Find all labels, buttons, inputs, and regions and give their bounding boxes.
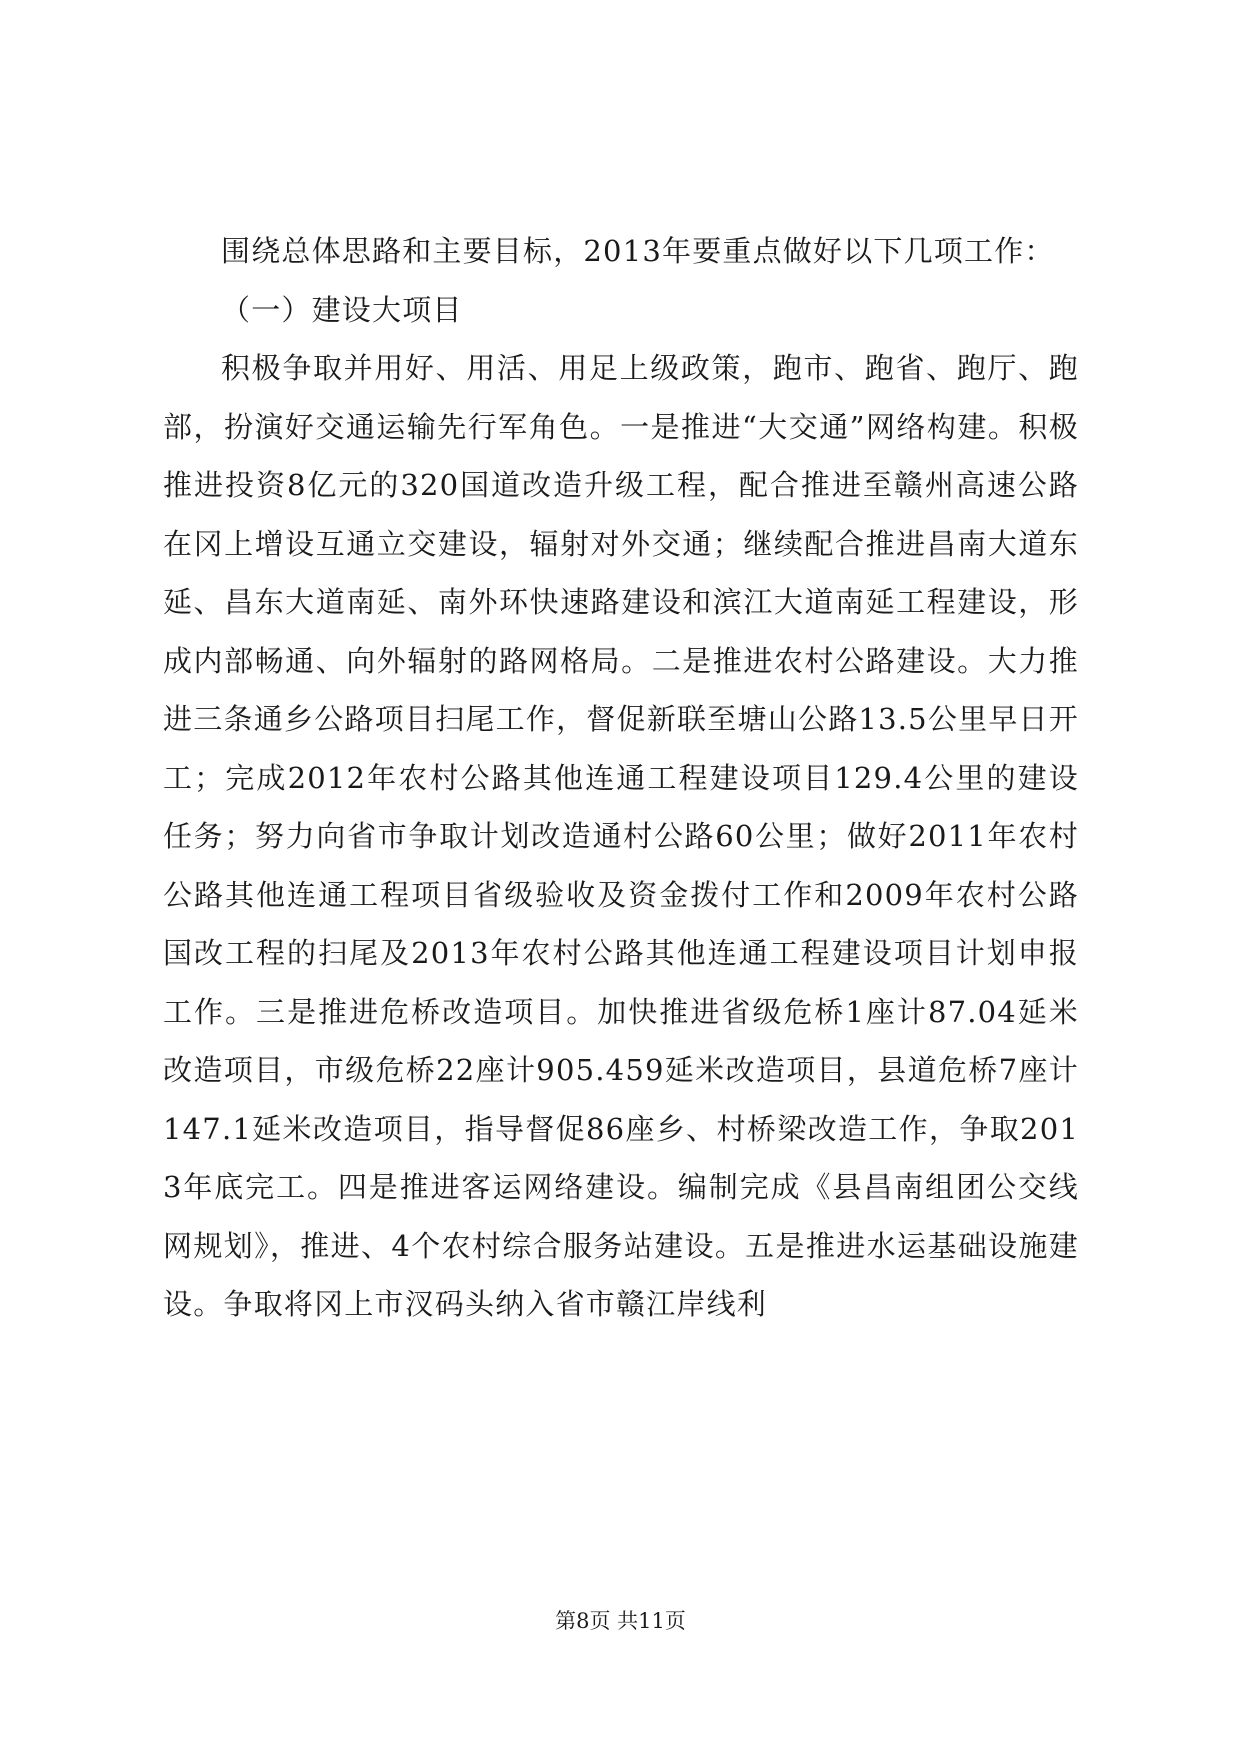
intro-paragraph: 围绕总体思路和主要目标，2013年要重点做好以下几项工作： — [221, 234, 1055, 268]
page-footer: 第8页 共11页 — [555, 1609, 686, 1633]
section-heading: （一）建设大项目 — [221, 292, 463, 327]
body-paragraph: 积极争取并用好、用活、用足上级政策，跑市、跑省、跑厅、跑部，扮演好交通运输先行军角色。一是推进“大交通”网络构建。积极推进投资8亿元的320国道改造升级工程，配合推进至赣州高速公路在冈上增设互通立交建设，辐射对外交通；继续配合推进昌南大道东延、昌东大道南延、南外环快速路建设和滨江大道南延工程建设，形成内部畅通、向外辐射的路网格局。二是推进农村公路建设。大力推进三条通乡公路项目扫尾工作，督促新联至塘山公路13.5公里早日开工；完成2012年农村公路其他连通工程建设项目129.4公里的建设任务；努力向省市争取计划改造通村公路60公里；做好2011年农村公路其他连通工程项目省级验收及资金拨付工作和2009年农村公路国改工程的扫尾及2013年农村公路其他连通工程建设项目计划申报工作。三是推进危桥改造项目。加快推进省级危桥1座计87.04延米改造项目，市级危桥22座计905.459延米改造项目，县道危桥7座计147.1延米改造项目，指导督促86座乡、村桥梁改造工作，争取2013年底完工。四是推进客运网络建设。编制完成《县昌南组团公交线网规划》，推进、4个农村综合服务站建设。五是推进水运基础设施建设。争取将冈上市汊码头纳入省市赣江岸线利 — [163, 351, 1079, 1321]
document-body — [163, 222, 1079, 1334]
